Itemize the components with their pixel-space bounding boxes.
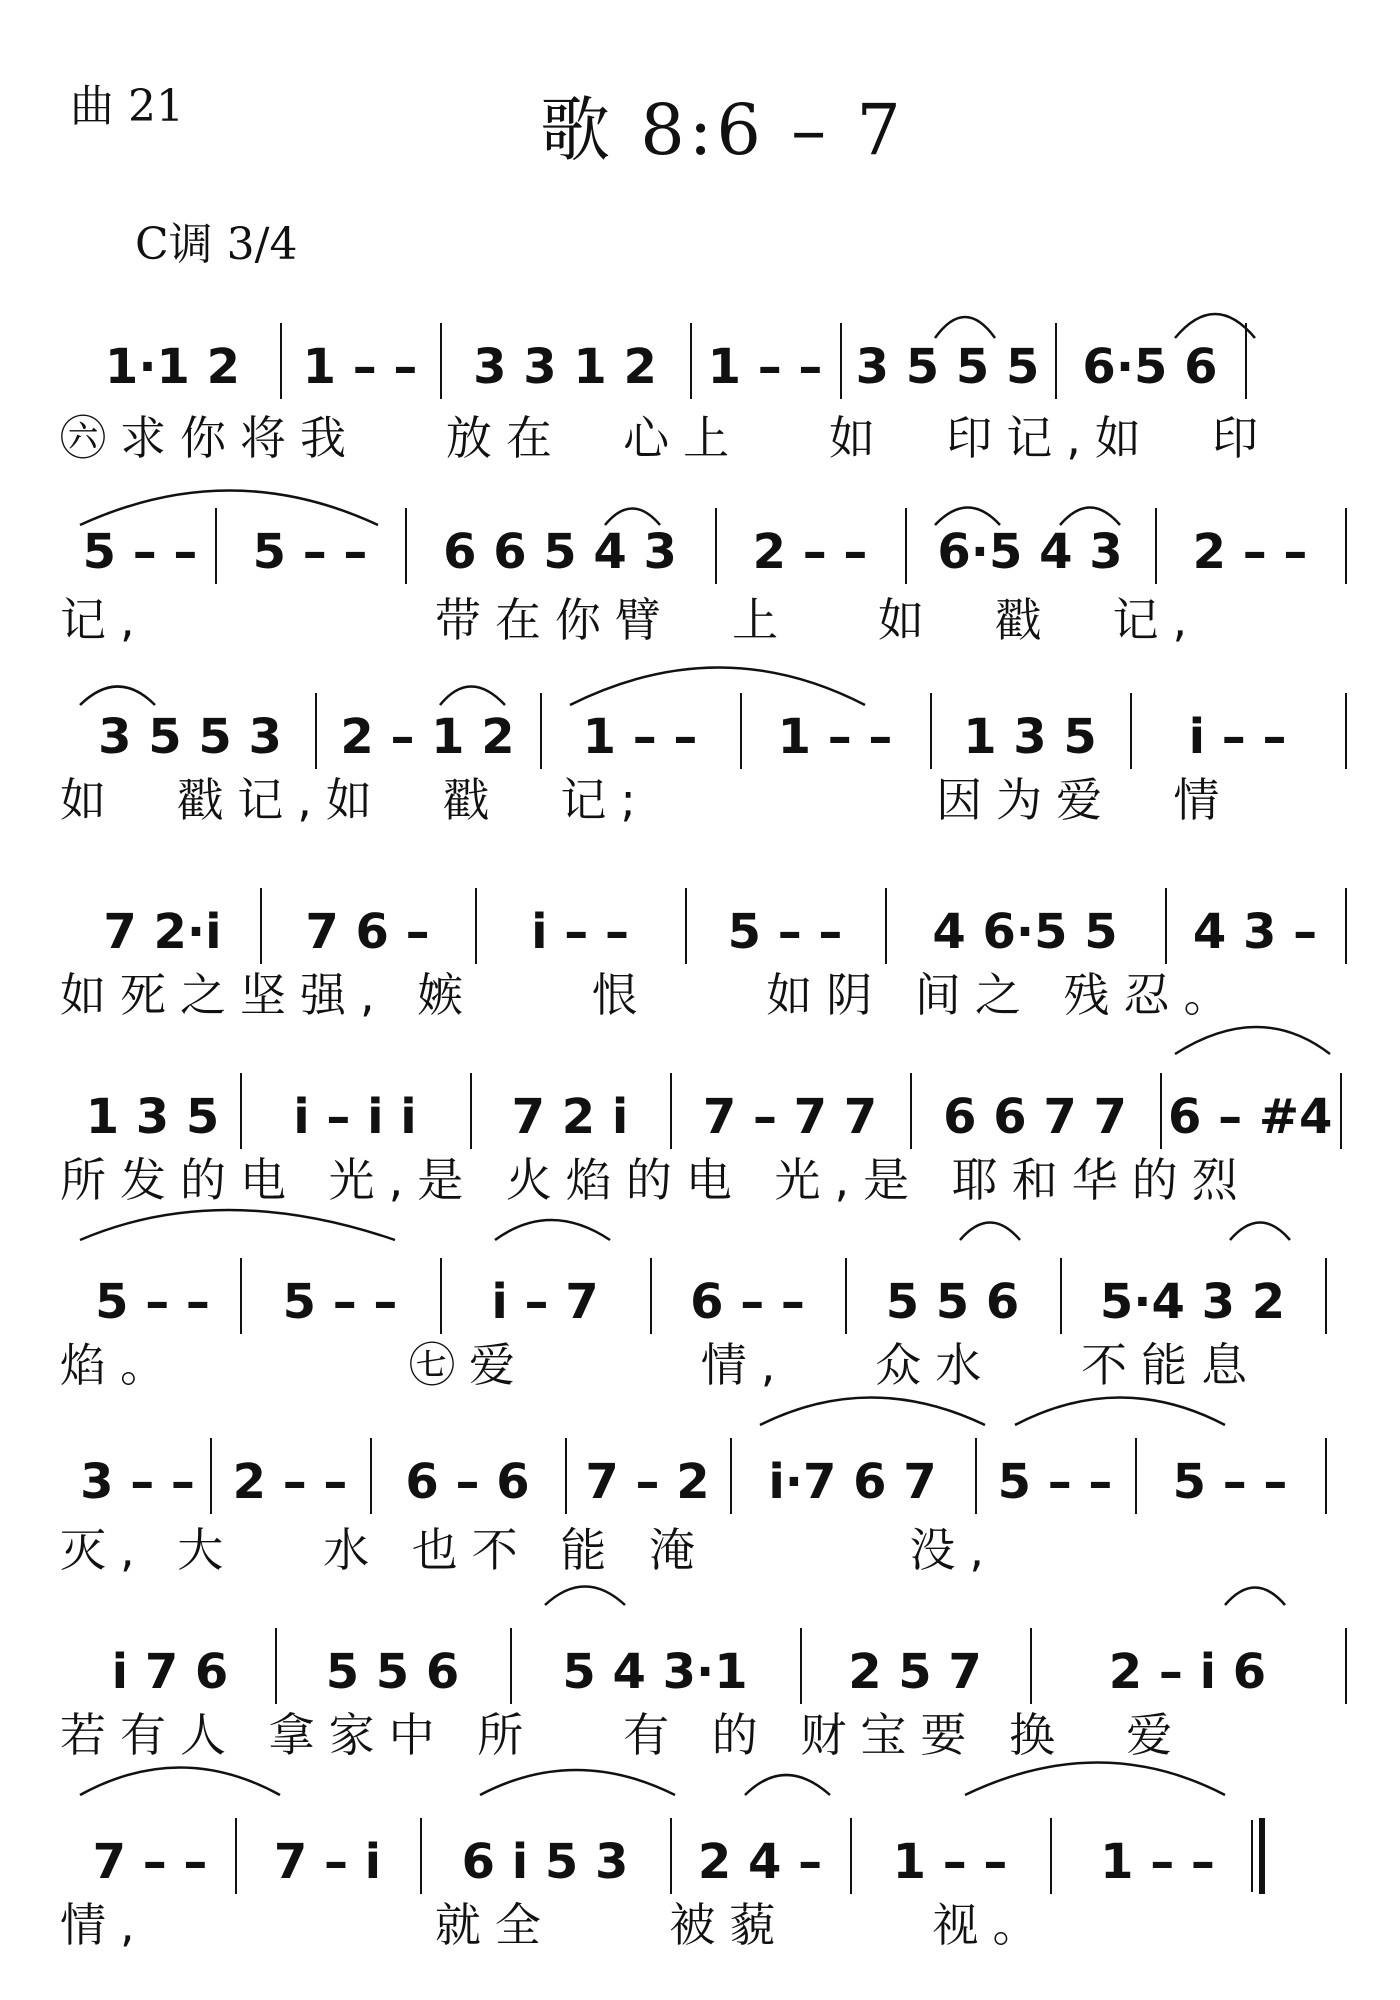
- measure: [540, 705, 740, 765]
- measure-notes: 2 4 –: [697, 1834, 823, 1890]
- measure: [65, 1085, 240, 1145]
- measure: [685, 900, 885, 960]
- barline: [1325, 1258, 1327, 1334]
- measure: [275, 1640, 510, 1700]
- music-line: [65, 705, 1355, 765]
- measure-notes: 4 3 –: [1192, 904, 1318, 960]
- measure: [210, 1450, 370, 1510]
- measure-notes: 7 2 i: [511, 1089, 629, 1145]
- music-line: [65, 1830, 1355, 1890]
- page-title: 歌 8:6 – 7: [540, 89, 905, 171]
- measure-notes: 1 – –: [892, 1834, 1008, 1890]
- music-line: [65, 1450, 1355, 1510]
- measure: [420, 1830, 670, 1890]
- measure: [850, 1830, 1050, 1890]
- measure: [690, 335, 840, 395]
- measure: [260, 900, 475, 960]
- slur: [1175, 1027, 1330, 1054]
- measure: [65, 705, 315, 765]
- lyric-line: 如死之坚强, 嫉 恨 如阴 间之 残忍。: [60, 968, 1244, 1022]
- measure-notes: 3 5 5 3: [98, 709, 282, 765]
- lyric-line: ㊅求你将我 放在 心上 如 印记,如 印: [60, 411, 1273, 465]
- measure-notes: 1 – –: [582, 709, 698, 765]
- lyric-line: 所发的电 光,是 火焰的电 光,是 耶和华的烈: [60, 1153, 1252, 1207]
- lyric-line: 如 戳记,如 戳 记; 因为爱 情: [60, 773, 1234, 827]
- measure-notes: 6·5 6: [1082, 339, 1218, 395]
- measure-notes: 2 – i 6: [1108, 1644, 1267, 1700]
- measure-notes: 5 5 6: [325, 1644, 460, 1700]
- measure: [885, 900, 1165, 960]
- measure-notes: 1 3 5: [963, 709, 1097, 765]
- music-line: [65, 1640, 1355, 1700]
- measure-notes: 6·5 4 3: [937, 524, 1123, 580]
- measure: [235, 1830, 420, 1890]
- measure-notes: 1 – –: [707, 339, 823, 395]
- measure-notes: 5 – –: [282, 1274, 398, 1330]
- lyric-line: 焰。 ㊆爱 情, 众水 不能息: [60, 1338, 1262, 1392]
- measure: [670, 1830, 850, 1890]
- measure-notes: 6 – 6: [405, 1454, 530, 1510]
- measure: [1060, 1270, 1325, 1330]
- measure-notes: 1 – –: [777, 709, 893, 765]
- measure: [670, 1085, 910, 1145]
- barline: [1245, 323, 1247, 399]
- measure: [440, 1270, 650, 1330]
- measure-notes: 5 – –: [727, 904, 843, 960]
- measure: [470, 1085, 670, 1145]
- measure: [370, 1450, 565, 1510]
- slur: [80, 1210, 395, 1240]
- measure-notes: 7 2·i: [103, 904, 222, 960]
- measure: [565, 1450, 730, 1510]
- measure: [740, 705, 930, 765]
- measure: [910, 1085, 1160, 1145]
- measure-notes: 7 – –: [92, 1834, 208, 1890]
- measure: [930, 705, 1130, 765]
- measure: [65, 520, 215, 580]
- measure-notes: 5 4 3·1: [562, 1644, 748, 1700]
- measure-notes: 2 5 7: [848, 1644, 982, 1700]
- measure: [1160, 1085, 1340, 1145]
- slur: [570, 668, 865, 706]
- measure: [405, 520, 715, 580]
- lyric-line: 若有人 拿家中 所 有 的 财宝要 换 爱: [60, 1708, 1187, 1762]
- measure-notes: 3 5 5 5: [855, 339, 1040, 395]
- measure: [1055, 335, 1245, 395]
- measure: [650, 1270, 845, 1330]
- slur: [1230, 1223, 1290, 1241]
- measure-notes: 3 – –: [80, 1454, 195, 1510]
- measure: [1135, 1450, 1325, 1510]
- slur: [440, 687, 505, 706]
- measure: [240, 1270, 440, 1330]
- slur: [80, 687, 155, 706]
- measure: [315, 705, 540, 765]
- measure-notes: 7 – 2: [585, 1454, 710, 1510]
- lyric-line: 灭, 大 水 也不 能 淹 没,: [60, 1523, 998, 1577]
- measure-notes: 1 3 5: [85, 1089, 220, 1145]
- measure-notes: 2 – 1 2: [340, 709, 515, 765]
- measure: [715, 520, 905, 580]
- barline: [1345, 888, 1347, 964]
- measure-notes: 3 3 1 2: [473, 339, 657, 395]
- slur: [760, 1398, 985, 1426]
- slur: [495, 1220, 610, 1240]
- measure-notes: 7 6 –: [305, 904, 430, 960]
- measure-notes: i – –: [1188, 709, 1287, 765]
- barline: [1345, 1628, 1347, 1704]
- lyric-line: 记, 带在你臂 上 如 戳 记,: [60, 593, 1202, 647]
- music-line: [65, 900, 1355, 960]
- measure-notes: 5 – –: [252, 524, 368, 580]
- measure: [65, 1270, 240, 1330]
- measure-notes: 5 – –: [82, 524, 198, 580]
- measure: [730, 1450, 975, 1510]
- measure: [440, 335, 690, 395]
- measure: [975, 1450, 1135, 1510]
- measure-notes: 7 – 7 7: [702, 1089, 878, 1145]
- measure: [65, 1830, 235, 1890]
- barline: [1340, 1073, 1342, 1149]
- measure: [1030, 1640, 1345, 1700]
- measure: [475, 900, 685, 960]
- measure: [1165, 900, 1345, 960]
- measure: [1155, 520, 1345, 580]
- slur: [545, 1587, 625, 1606]
- music-line: [65, 335, 1355, 395]
- measure-notes: 5 5 6: [885, 1274, 1020, 1330]
- measure-notes: 2 – –: [232, 1454, 348, 1510]
- measure: [65, 1640, 275, 1700]
- measure-notes: 6 – –: [690, 1274, 805, 1330]
- slur: [965, 1763, 1225, 1796]
- measure: [800, 1640, 1030, 1700]
- measure: [905, 520, 1155, 580]
- measure-notes: 1·1 2: [104, 339, 241, 395]
- barline: [1345, 508, 1347, 584]
- measure: [215, 520, 405, 580]
- measure: [1050, 1830, 1265, 1890]
- score-number: 曲 21: [70, 81, 184, 132]
- measure-notes: 5 – –: [1172, 1454, 1288, 1510]
- measure: [1130, 705, 1345, 765]
- measure: [840, 335, 1055, 395]
- lyric-line: 情, 就全 被藐 视。: [60, 1898, 1053, 1952]
- measure-notes: i 7 6: [111, 1644, 229, 1700]
- measure-notes: 7 – i: [273, 1834, 382, 1890]
- slur: [480, 1770, 675, 1795]
- music-line: [65, 1270, 1355, 1330]
- measure: [65, 335, 280, 395]
- measure-notes: 1 – –: [302, 339, 418, 395]
- slur: [960, 1223, 1020, 1241]
- measure-notes: 2 – –: [752, 524, 868, 580]
- slur: [1225, 1588, 1285, 1606]
- measure-notes: 6 6 5 4 3: [443, 524, 677, 580]
- measure-notes: 6 6 7 7: [943, 1089, 1127, 1145]
- measure: [65, 1450, 210, 1510]
- measure-notes: i – 7: [491, 1274, 599, 1330]
- measure-notes: i – –: [531, 904, 629, 960]
- measure: [280, 335, 440, 395]
- barline: [1325, 1438, 1327, 1514]
- slur: [80, 1768, 280, 1796]
- slur: [1015, 1398, 1225, 1426]
- music-line: [65, 520, 1355, 580]
- measure-notes: 1 – –: [1100, 1834, 1215, 1890]
- measure: [240, 1085, 470, 1145]
- final-barline: [1259, 1818, 1265, 1894]
- measure: [845, 1270, 1060, 1330]
- measure-notes: 4 6·5 5: [932, 904, 1118, 960]
- measure-notes: i – i i: [293, 1089, 417, 1145]
- measure-notes: 5 – –: [997, 1454, 1113, 1510]
- measure: [510, 1640, 800, 1700]
- measure-notes: 6 i 5 3: [461, 1834, 629, 1890]
- music-line: [65, 1085, 1355, 1145]
- key-time-signature: C调 3/4: [135, 219, 298, 270]
- measure-notes: 5·4 3 2: [1099, 1274, 1286, 1330]
- measure-notes: 6 – #4: [1168, 1089, 1333, 1145]
- measure-notes: 5 – –: [95, 1274, 210, 1330]
- measure-notes: i·7 6 7: [768, 1454, 937, 1510]
- measure-notes: 2 – –: [1192, 524, 1308, 580]
- barline: [1345, 693, 1347, 769]
- measure: [65, 900, 260, 960]
- slur: [745, 1775, 830, 1795]
